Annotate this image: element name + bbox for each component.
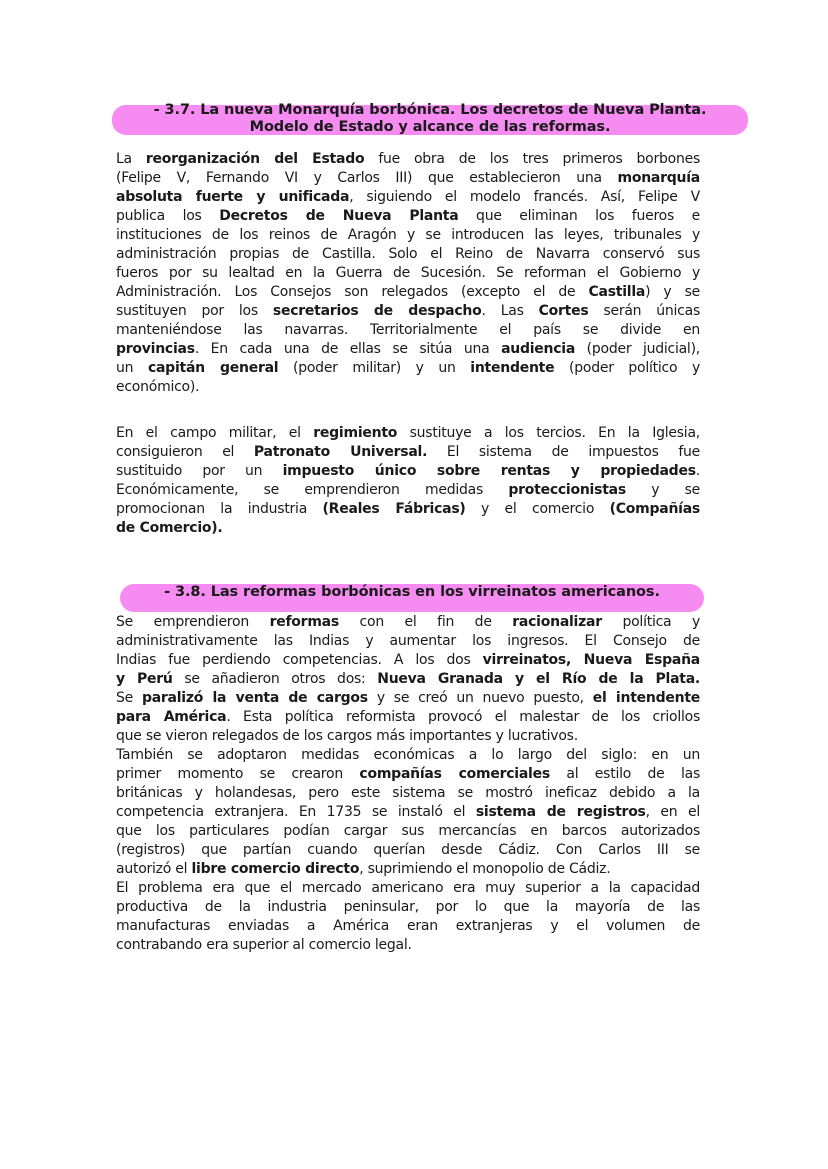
text: autorizó el bbox=[116, 861, 192, 877]
text: Administración. Los Consejos son relegados (excepto el de bbox=[116, 284, 589, 300]
text: Se bbox=[116, 690, 142, 706]
text-line bbox=[116, 613, 700, 632]
text: Indias fue perdiendo competencias. A los dos bbox=[116, 652, 483, 668]
section-heading-3-8 bbox=[120, 584, 704, 601]
bold-text: libre comercio directo bbox=[191, 861, 360, 877]
text-line bbox=[116, 632, 700, 651]
text-line bbox=[116, 936, 700, 955]
bold-text: absoluta fuerte y unificada bbox=[116, 189, 350, 205]
text: (poder político y bbox=[554, 360, 700, 376]
text: manufacturas enviadas a América eran extranjeras y el volumen de bbox=[116, 918, 700, 934]
text-line bbox=[116, 689, 700, 708]
text-line bbox=[116, 359, 700, 378]
bold-text: intendente bbox=[470, 360, 555, 376]
bold-text: racionalizar bbox=[512, 614, 602, 630]
heading-line: Modelo de Estado y alcance de las reformas. bbox=[249, 119, 611, 135]
text-line bbox=[116, 340, 700, 359]
heading-line: - 3.8. Las reformas borbónicas en los virreinatos americanos. bbox=[164, 584, 660, 600]
text-line bbox=[116, 803, 700, 822]
paragraph-military-church-economy bbox=[116, 424, 700, 538]
text: administración propias de Castilla. Solo el Reino de Navarra conservó sus bbox=[116, 246, 700, 262]
text: ) y se bbox=[645, 284, 700, 300]
text: promocionan la industria bbox=[116, 501, 323, 517]
text: fue obra de los tres primeros borbones bbox=[364, 151, 700, 167]
text-line bbox=[116, 500, 700, 519]
text: Económicamente, se emprendieron medidas bbox=[116, 482, 509, 498]
text-line bbox=[116, 651, 700, 670]
text: contrabando era superior al comercio legal. bbox=[116, 937, 412, 953]
bold-text: paralizó la venta de cargos bbox=[141, 690, 368, 706]
text: sustituye a los tercios. En la Iglesia, bbox=[397, 425, 700, 441]
text-line bbox=[116, 443, 700, 462]
text: También se adoptaron medidas económicas a lo largo del siglo: en un bbox=[116, 747, 700, 763]
text: primer momento se crearon bbox=[116, 766, 360, 782]
text: se añadieron otros dos: bbox=[172, 671, 378, 687]
text: instituciones de los reinos de Aragón y se introducen las leyes, tribunales y bbox=[116, 227, 700, 243]
text: que se vieron relegados de los cargos más importantes y lucrativos. bbox=[116, 728, 578, 744]
paragraph-american-reforms bbox=[116, 613, 700, 955]
text-line bbox=[116, 264, 700, 283]
text: (poder judicial), bbox=[575, 341, 700, 357]
text: . En cada una de ellas se sitúa una bbox=[194, 341, 502, 357]
text: En el campo militar, el bbox=[116, 425, 314, 441]
text: al estilo de las bbox=[549, 766, 700, 782]
text-line bbox=[116, 245, 700, 264]
text: manteniéndose las navarras. Territorialmente el país se divide en bbox=[116, 322, 700, 338]
text: Se emprendieron bbox=[116, 614, 270, 630]
text-line bbox=[116, 207, 700, 226]
bold-text: audiencia bbox=[501, 341, 576, 357]
bold-text: para América bbox=[116, 709, 227, 725]
text-line bbox=[116, 302, 700, 321]
bold-text: provincias bbox=[116, 341, 195, 357]
bold-text: virreinatos, Nueva España bbox=[482, 652, 700, 668]
text: con el fin de bbox=[338, 614, 513, 630]
bold-text: Castilla bbox=[588, 284, 646, 300]
text: sustituyen por los bbox=[116, 303, 273, 319]
text: y se creó un nuevo puesto, bbox=[367, 690, 593, 706]
bold-text: Cortes bbox=[538, 303, 589, 319]
text: serán únicas bbox=[588, 303, 700, 319]
text: un bbox=[116, 360, 148, 376]
bold-text: Decretos de Nueva Planta bbox=[219, 208, 459, 224]
text-line bbox=[116, 226, 700, 245]
text: (Felipe V, Fernando VI y Carlos III) que establecieron una bbox=[116, 170, 618, 186]
text-line bbox=[116, 746, 700, 765]
text: , suprimiendo el monopolio de Cádiz. bbox=[359, 861, 611, 877]
text: productiva de la industria peninsular, por lo que la mayoría de las bbox=[116, 899, 700, 915]
text-line bbox=[116, 822, 700, 841]
bold-text: Nueva Granada y el Río de la Plata. bbox=[377, 671, 700, 687]
text: y se bbox=[625, 482, 700, 498]
text-line bbox=[116, 150, 700, 169]
text: La bbox=[116, 151, 146, 167]
bold-text: el intendente bbox=[592, 690, 701, 706]
text: consiguieron el bbox=[116, 444, 254, 460]
text-line bbox=[116, 860, 700, 879]
heading-line: - 3.7. La nueva Monarquía borbónica. Los decretos de Nueva Planta. bbox=[153, 102, 707, 118]
bold-text: de Comercio). bbox=[116, 520, 223, 536]
bold-text: Patronato Universal. bbox=[253, 444, 428, 460]
text-line bbox=[116, 481, 700, 500]
text: . bbox=[695, 463, 700, 479]
text: (poder militar) y un bbox=[278, 360, 471, 376]
text: El sistema de impuestos fue bbox=[427, 444, 701, 460]
bold-text: regimiento bbox=[313, 425, 398, 441]
text-line bbox=[116, 378, 700, 397]
bold-text: impuesto único sobre rentas y propiedades bbox=[282, 463, 696, 479]
text-line bbox=[116, 188, 700, 207]
text-line bbox=[116, 519, 700, 538]
text: . Las bbox=[481, 303, 539, 319]
text: administrativamente las Indias y aumentar los ingresos. El Consejo de bbox=[116, 633, 700, 649]
text: competencia extranjera. En 1735 se instaló el bbox=[116, 804, 476, 820]
bold-text: (Reales Fábricas) bbox=[322, 501, 466, 517]
text: que eliminan los fueros e bbox=[458, 208, 700, 224]
bold-text: y Perú bbox=[116, 671, 173, 687]
text: . Esta política reformista provocó el malestar de los criollos bbox=[226, 709, 701, 725]
text: (registros) que partían cuando querían desde Cádiz. Con Carlos III se bbox=[116, 842, 700, 858]
bold-text: reformas bbox=[269, 614, 339, 630]
text-line bbox=[116, 841, 700, 860]
text: El problema era que el mercado americano era muy superior a la capacidad bbox=[116, 880, 700, 896]
text: que los particulares podían cargar sus mercancías en barcos autorizados bbox=[116, 823, 700, 839]
bold-text: reorganización del Estado bbox=[145, 151, 365, 167]
bold-text: (Compañías bbox=[609, 501, 701, 517]
text-line bbox=[116, 169, 700, 188]
bold-text: proteccionistas bbox=[508, 482, 626, 498]
bold-text: monarquía bbox=[617, 170, 700, 186]
text-line bbox=[116, 727, 700, 746]
bold-text: sistema de registros bbox=[475, 804, 646, 820]
bold-text: secretarios de despacho bbox=[272, 303, 482, 319]
text-line bbox=[116, 424, 700, 443]
text-line bbox=[116, 917, 700, 936]
paragraph-state-reorganization bbox=[116, 150, 700, 397]
text: , siguiendo el modelo francés. Así, Felipe V bbox=[349, 189, 700, 205]
text-line bbox=[116, 462, 700, 481]
text: , en el bbox=[645, 804, 700, 820]
text: británicas y holandesas, pero este sistema se mostró ineficaz debido a la bbox=[116, 785, 700, 801]
bold-text: capitán general bbox=[147, 360, 279, 376]
text-line bbox=[116, 283, 700, 302]
text-line bbox=[116, 670, 700, 689]
text: sustituido por un bbox=[116, 463, 283, 479]
bold-text: compañías comerciales bbox=[359, 766, 550, 782]
text: fueros por su lealtad en la Guerra de Sucesión. Se reforman el Gobierno y bbox=[116, 265, 700, 281]
section-heading-3-7 bbox=[112, 102, 748, 136]
text-line bbox=[116, 321, 700, 340]
text: publica los bbox=[116, 208, 220, 224]
text: económico). bbox=[116, 379, 200, 395]
text-line bbox=[116, 708, 700, 727]
text: política y bbox=[601, 614, 700, 630]
text-line bbox=[116, 765, 700, 784]
text: y el comercio bbox=[465, 501, 610, 517]
text-line bbox=[116, 898, 700, 917]
text-line bbox=[116, 879, 700, 898]
text-line bbox=[116, 784, 700, 803]
